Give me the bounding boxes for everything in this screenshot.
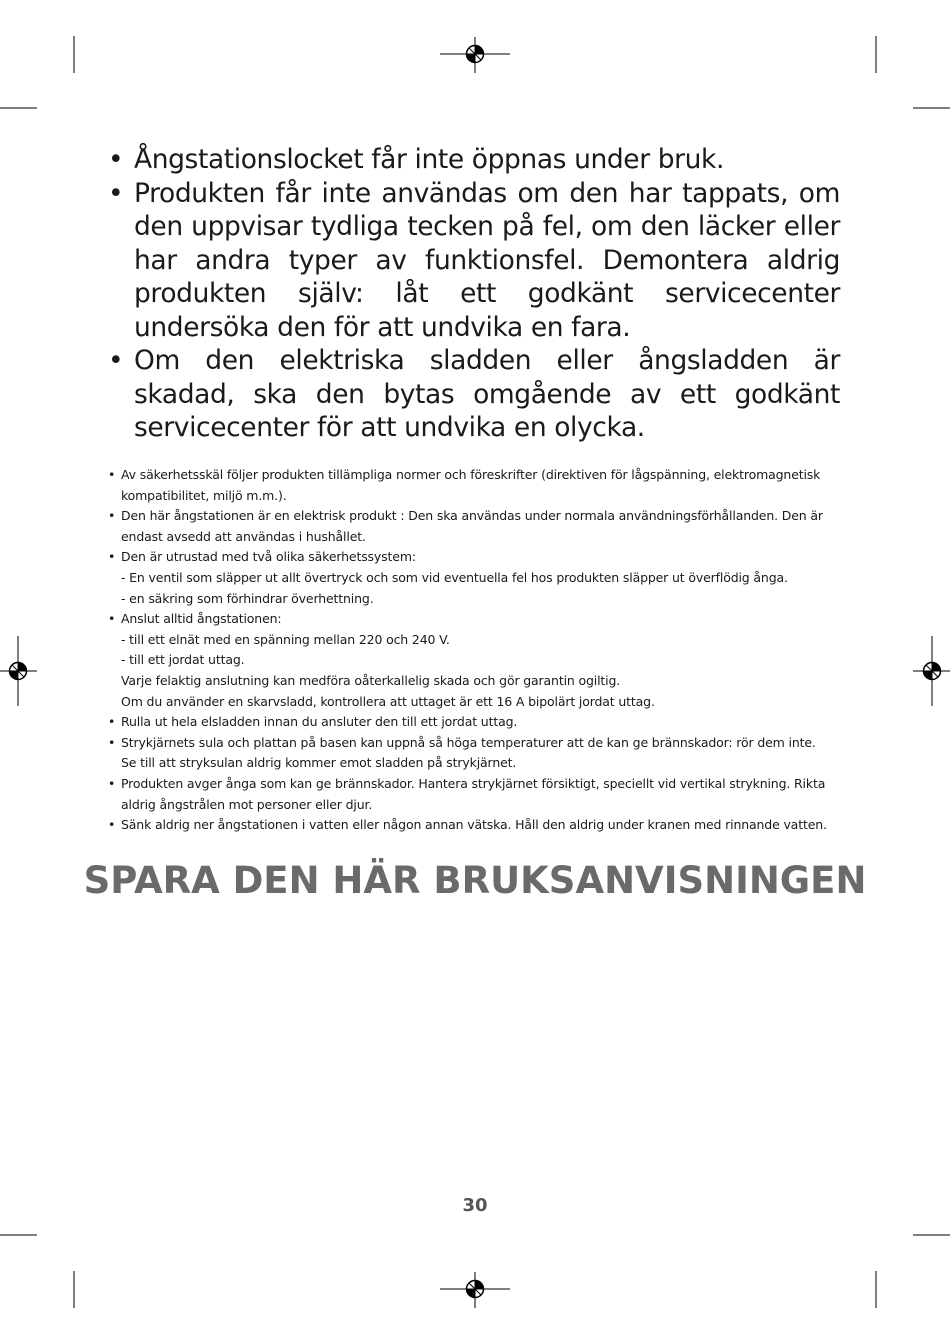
safety-warning-item: • Om den elektriska sladden eller ångsladden är skadad, ska den bytas omgående av ett godkänt servicecenter för att undvika en olycka. xyxy=(108,344,840,445)
instruction-text: Produkten avger ånga som kan ge brännskador. Hantera strykjärnet försiktigt, speciellt vid vertikal strykning. Rikta aldrig ångstrålen mot personer eller djur. xyxy=(121,775,826,812)
safety-instruction-item xyxy=(108,609,843,712)
safety-instruction-item xyxy=(108,774,843,815)
instruction-subitem: Om du använder en skarvsladd, kontrollera att uttaget är ett 16 A bipolärt jordat uttag. xyxy=(121,693,655,709)
save-manual-heading: SPARA DEN HÄR BRUKSANVISNINGEN xyxy=(83,859,867,902)
safety-warning-item: • Produkten får inte användas om den har tappats, om den uppvisar tydliga tecken på fel, om den läcker eller har andra typer av funktionsfel. Demontera aldrig produkten själv: låt ett godkänt servicecenter undersöka den för att undvika en fara. xyxy=(108,177,840,345)
safety-instruction-item xyxy=(108,465,843,506)
instruction-subitem: - En ventil som släpper ut allt övertryck och som vid eventuella fel hos produkten släpper ut överflödig ånga. xyxy=(121,569,788,585)
safety-instruction-item xyxy=(108,506,843,547)
instruction-subitem: - en säkring som förhindrar överhettning. xyxy=(121,590,374,606)
instruction-subitem: Se till att stryksulan aldrig kommer emot sladden på strykjärnet. xyxy=(121,755,517,771)
safety-warning-item: • Ångstationslocket får inte öppnas under bruk. xyxy=(108,143,840,177)
safety-instruction-item xyxy=(108,815,843,836)
instruction-text: Av säkerhetsskäl följer produkten tillämpliga normer och föreskrifter (direktiven för lågspänning, elektromagnetisk kompatibilitet, miljö m.m.). xyxy=(121,467,821,503)
instruction-text: Rulla ut hela elsladden innan du ansluter den till ett jordat uttag. xyxy=(121,714,518,730)
safety-instruction-item xyxy=(108,712,843,733)
page-number: 30 xyxy=(462,1195,488,1216)
safety-instruction-item xyxy=(108,547,843,609)
instruction-text: Sänk aldrig ner ångstationen i vatten eller någon annan vätska. Håll den aldrig under kranen med rinnande vatten. xyxy=(121,817,827,833)
instruction-text: Anslut alltid ångstationen: xyxy=(121,611,282,627)
instruction-subitem: - till ett jordat uttag. xyxy=(121,652,245,668)
instruction-subitem: - till ett elnät med en spänning mellan 220 och 240 V. xyxy=(121,631,450,647)
safety-instruction-item xyxy=(108,733,843,774)
instruction-text: Den är utrustad med två olika säkerhetssystem: xyxy=(121,549,416,565)
instruction-subitem: Varje felaktig anslutning kan medföra oåterkallelig skada och gör garantin ogiltig. xyxy=(121,672,621,688)
instruction-text: Strykjärnets sula och plattan på basen kan uppnå så höga temperaturer att de kan ge brännskador: rör dem inte. xyxy=(121,734,816,750)
safety-instructions-small xyxy=(108,465,843,836)
safety-warnings-large xyxy=(108,143,840,445)
instruction-text: Den här ångstationen är en elektrisk produkt : Den ska användas under normala användningsförhållanden. Den är endast avsedd att användas i hushållet. xyxy=(121,508,823,544)
